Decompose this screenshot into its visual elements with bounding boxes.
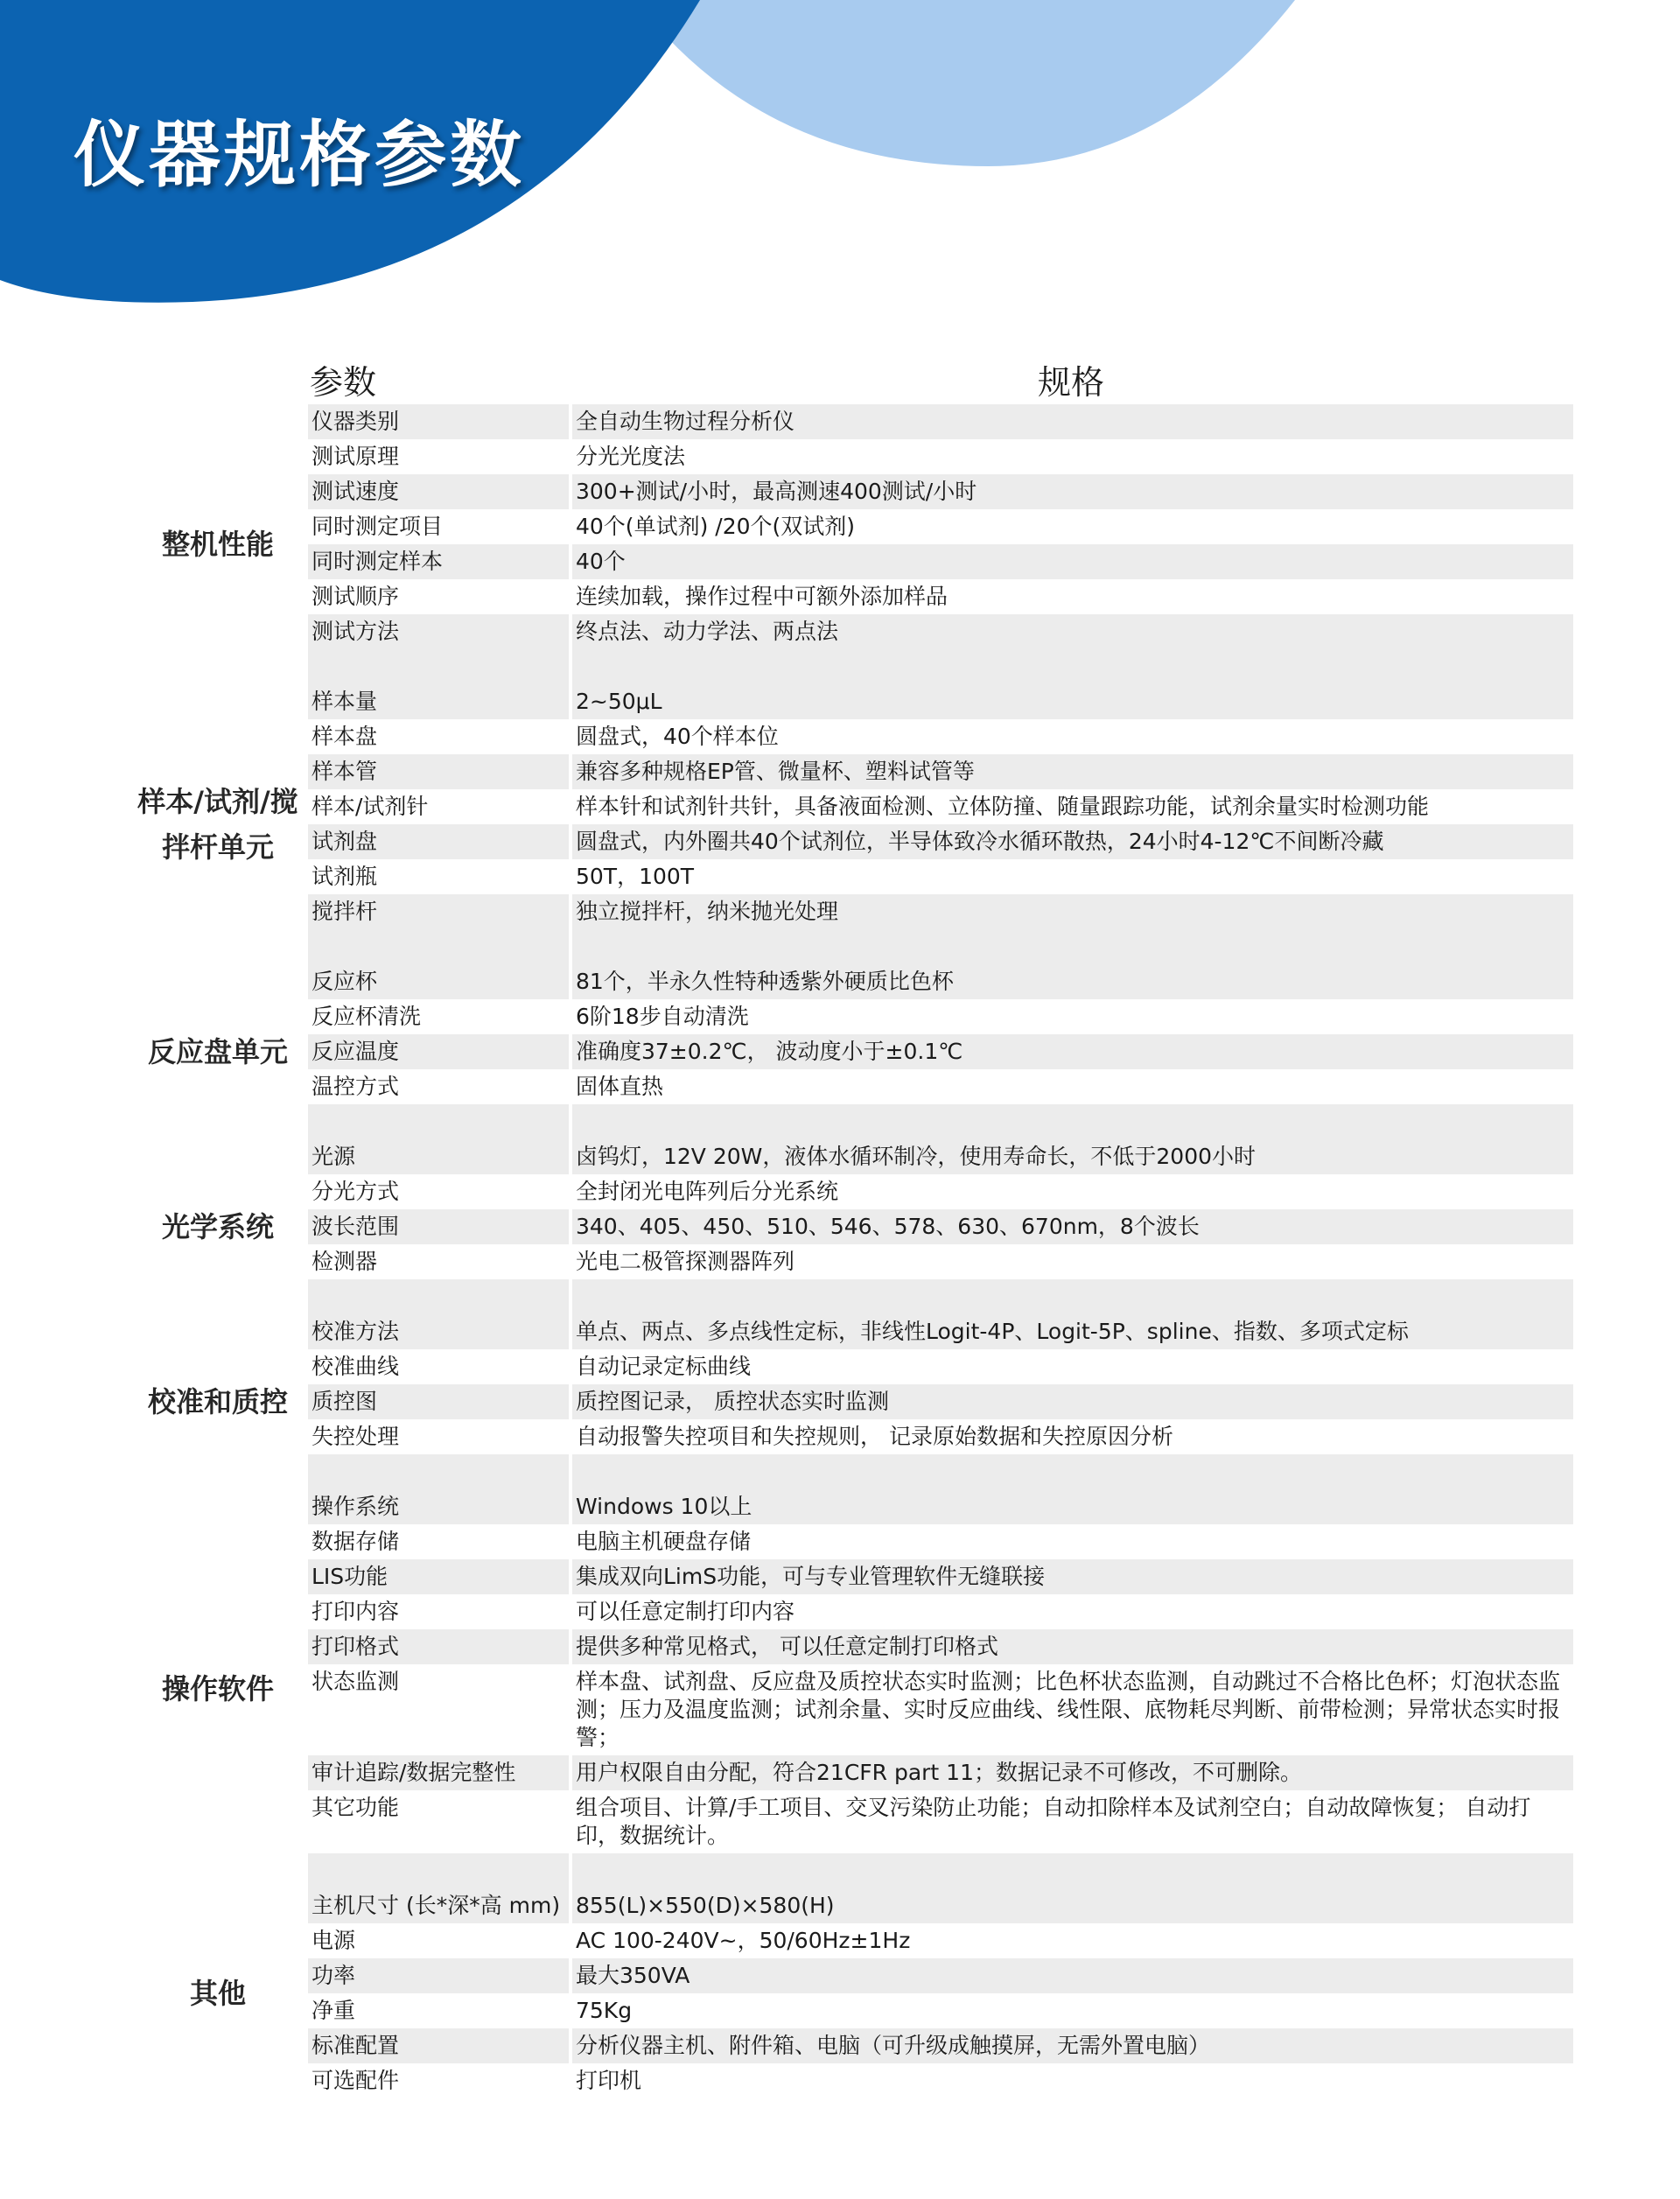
param-cell: 测试原理	[308, 439, 569, 474]
param-cell: 试剂瓶	[308, 859, 569, 894]
spec-group	[128, 404, 1573, 684]
param-cell: 数据存储	[308, 1524, 569, 1559]
param-cell: 同时测定样本	[308, 544, 569, 579]
table-row	[308, 1139, 1573, 1174]
param-cell: 打印格式	[308, 1629, 569, 1664]
table-row	[308, 1244, 1573, 1279]
separator-row	[308, 1104, 1573, 1139]
group-rows	[308, 404, 1573, 684]
param-cell: 测试顺序	[308, 579, 569, 614]
table-row	[308, 824, 1573, 859]
table-row	[308, 544, 1573, 579]
table-row	[308, 1209, 1573, 1244]
separator-cell	[572, 1104, 1573, 1139]
group-label: 操作软件	[161, 1672, 274, 1705]
group-label: 反应盘单元	[147, 1035, 288, 1068]
spec-cell: AC 100-240V~，50/60Hz±1Hz	[572, 1923, 1573, 1958]
spec-cell: 连续加载，操作过程中可额外添加样品	[572, 579, 1573, 614]
spec-group	[128, 684, 1573, 964]
header-spec: 规格	[1038, 363, 1105, 402]
separator-cell	[572, 929, 1573, 964]
table-row	[308, 1923, 1573, 1958]
param-cell: 反应温度	[308, 1034, 569, 1069]
param-cell: 波长范围	[308, 1209, 569, 1244]
table-row	[308, 1419, 1573, 1454]
spec-group	[128, 1489, 1573, 1888]
param-cell: 检测器	[308, 1244, 569, 1279]
spec-cell: 40个(单试剂) /20个(双试剂)	[572, 509, 1573, 544]
table-row	[308, 754, 1573, 789]
table-row	[308, 1790, 1573, 1853]
param-cell: 样本/试剂针	[308, 789, 569, 824]
spec-cell: 6阶18步自动清洗	[572, 999, 1573, 1034]
spec-cell: 300+测试/小时，最高测速400测试/小时	[572, 474, 1573, 509]
group-label: 校准和质控	[147, 1385, 288, 1418]
group-rows	[308, 1139, 1573, 1314]
param-cell: 状态监测	[308, 1664, 569, 1755]
table-row	[308, 614, 1573, 649]
param-cell: 样本量	[308, 684, 569, 719]
spec-cell: 兼容多种规格EP管、微量杯、塑料试管等	[572, 754, 1573, 789]
table-row	[308, 1489, 1573, 1524]
spec-cell: 自动记录定标曲线	[572, 1349, 1573, 1384]
table-row	[308, 1755, 1573, 1790]
table-row	[308, 719, 1573, 754]
spec-cell: 用户权限自由分配，符合21CFR part 11；数据记录不可修改，不可删除。	[572, 1755, 1573, 1790]
param-cell: 分光方式	[308, 1174, 569, 1209]
spec-cell: 集成双向LimS功能，可与专业管理软件无缝联接	[572, 1559, 1573, 1594]
group-label: 样本/试剂/搅拌杆单元	[137, 785, 298, 864]
spec-cell: 全自动生物过程分析仪	[572, 404, 1573, 439]
table-row	[308, 1993, 1573, 2028]
spec-group	[128, 964, 1573, 1139]
separator-cell	[308, 1279, 569, 1314]
spec-cell: 独立搅拌杆，纳米抛光处理	[572, 894, 1573, 929]
spec-cell: 圆盘式，40个样本位	[572, 719, 1573, 754]
group-label: 光学系统	[161, 1210, 274, 1243]
table-row	[308, 509, 1573, 544]
table-row	[308, 1594, 1573, 1629]
group-rows	[308, 684, 1573, 964]
spec-cell: 全封闭光电阵列后分光系统	[572, 1174, 1573, 1209]
param-cell: 反应杯	[308, 964, 569, 999]
table-row	[308, 579, 1573, 614]
table-row	[308, 1034, 1573, 1069]
param-cell: 失控处理	[308, 1419, 569, 1454]
group-rows	[308, 1489, 1573, 1888]
table-row	[308, 2063, 1573, 2098]
spec-group	[128, 1139, 1573, 1314]
spec-table	[128, 350, 1573, 2098]
param-cell: 其它功能	[308, 1790, 569, 1853]
spec-cell: 终点法、动力学法、两点法	[572, 614, 1573, 649]
table-header	[128, 350, 1573, 404]
spec-cell: 圆盘式，内外圈共40个试剂位，半导体致冷水循环散热，24小时4-12℃不间断冷藏	[572, 824, 1573, 859]
param-cell: LIS功能	[308, 1559, 569, 1594]
table-row	[308, 1524, 1573, 1559]
spec-cell: 40个	[572, 544, 1573, 579]
table-row	[308, 684, 1573, 719]
param-cell: 同时测定项目	[308, 509, 569, 544]
param-cell: 净重	[308, 1993, 569, 2028]
table-row	[308, 789, 1573, 824]
separator-cell	[308, 1454, 569, 1489]
spec-cell: 准确度37±0.2℃， 波动度小于±0.1℃	[572, 1034, 1573, 1069]
table-row	[308, 894, 1573, 929]
param-cell: 功率	[308, 1958, 569, 1993]
table-row	[308, 1559, 1573, 1594]
param-cell: 审计追踪/数据完整性	[308, 1755, 569, 1790]
param-cell: 电源	[308, 1923, 569, 1958]
table-row	[308, 1349, 1573, 1384]
param-cell: 打印内容	[308, 1594, 569, 1629]
separator-row	[308, 649, 1573, 684]
param-cell: 测试方法	[308, 614, 569, 649]
spec-groups	[128, 404, 1573, 2098]
spec-cell: 分析仪器主机、附件箱、电脑（可升级成触摸屏，无需外置电脑）	[572, 2028, 1573, 2063]
spec-cell: 卤钨灯，12V 20W，液体水循环制冷，使用寿命长，不低于2000小时	[572, 1139, 1573, 1174]
param-cell: 温控方式	[308, 1069, 569, 1104]
group-label: 整机性能	[161, 528, 274, 561]
table-row	[308, 2028, 1573, 2063]
spec-cell: 单点、两点、多点线性定标，非线性Logit-4P、Logit-5P、spline、指数、多项式定标	[572, 1314, 1573, 1349]
separator-row	[308, 1853, 1573, 1888]
param-cell: 反应杯清洗	[308, 999, 569, 1034]
group-label: 其他	[189, 1977, 246, 2010]
separator-cell	[572, 1454, 1573, 1489]
spec-cell: 组合项目、计算/手工项目、交叉污染防止功能；自动扣除样本及试剂空白；自动故障恢复； 自动打印，数据统计。	[572, 1790, 1573, 1853]
separator-row	[308, 929, 1573, 964]
spec-cell: 可以任意定制打印内容	[572, 1594, 1573, 1629]
spec-cell: 质控图记录， 质控状态实时监测	[572, 1384, 1573, 1419]
group-rows	[308, 964, 1573, 1139]
separator-cell	[572, 1279, 1573, 1314]
param-cell: 校准方法	[308, 1314, 569, 1349]
separator-cell	[308, 649, 569, 684]
table-row	[308, 1174, 1573, 1209]
table-row	[308, 859, 1573, 894]
table-row	[308, 1069, 1573, 1104]
spec-cell: 最大350VA	[572, 1958, 1573, 1993]
separator-row	[308, 1279, 1573, 1314]
table-row	[308, 1664, 1573, 1755]
group-rows	[308, 1888, 1573, 2098]
spec-cell: Windows 10以上	[572, 1489, 1573, 1524]
spec-group	[128, 1314, 1573, 1489]
separator-cell	[308, 1104, 569, 1139]
table-row	[308, 1314, 1573, 1349]
table-row	[308, 999, 1573, 1034]
spec-cell: 打印机	[572, 2063, 1573, 2098]
param-cell: 光源	[308, 1139, 569, 1174]
separator-cell	[572, 1853, 1573, 1888]
table-row	[308, 1888, 1573, 1923]
table-row	[308, 1384, 1573, 1419]
separator-row	[308, 1454, 1573, 1489]
spec-cell: 样本针和试剂针共针，具备液面检测、立体防撞、随量跟踪功能，试剂余量实时检测功能	[572, 789, 1573, 824]
spec-cell: 样本盘、试剂盘、反应盘及质控状态实时监测；比色杯状态监测，自动跳过不合格比色杯；灯泡状态监测；压力及温度监测；试剂余量、实时反应曲线、线性限、底物耗尽判断、前带检测；异常状态实时报警；	[572, 1664, 1573, 1755]
spec-cell: 2~50μL	[572, 684, 1573, 719]
spec-cell: 75Kg	[572, 1993, 1573, 2028]
spec-cell: 固体直热	[572, 1069, 1573, 1104]
param-cell: 测试速度	[308, 474, 569, 509]
param-cell: 样本管	[308, 754, 569, 789]
param-cell: 校准曲线	[308, 1349, 569, 1384]
param-cell: 试剂盘	[308, 824, 569, 859]
spec-group	[128, 1888, 1573, 2098]
header-param: 参数	[310, 363, 377, 402]
spec-cell: 分光光度法	[572, 439, 1573, 474]
param-cell: 样本盘	[308, 719, 569, 754]
spec-cell: 81个，半永久性特种透紫外硬质比色杯	[572, 964, 1573, 999]
param-cell: 仪器类别	[308, 404, 569, 439]
spec-cell: 自动报警失控项目和失控规则， 记录原始数据和失控原因分析	[572, 1419, 1573, 1454]
light-blue-arc	[665, 0, 1295, 166]
spec-cell: 855(L)×550(D)×580(H)	[572, 1888, 1573, 1923]
table-row	[308, 1629, 1573, 1664]
table-row	[308, 474, 1573, 509]
table-row	[308, 439, 1573, 474]
table-row	[308, 964, 1573, 999]
table-row	[308, 404, 1573, 439]
spec-cell: 340、405、450、510、546、578、630、670nm，8个波长	[572, 1209, 1573, 1244]
param-cell: 质控图	[308, 1384, 569, 1419]
separator-cell	[308, 1853, 569, 1888]
spec-cell: 50T，100T	[572, 859, 1573, 894]
separator-cell	[572, 649, 1573, 684]
spec-cell: 电脑主机硬盘存储	[572, 1524, 1573, 1559]
spec-cell: 提供多种常见格式， 可以任意定制打印格式	[572, 1629, 1573, 1664]
param-cell: 搅拌杆	[308, 894, 569, 929]
separator-cell	[308, 929, 569, 964]
table-row	[308, 1958, 1573, 1993]
param-cell: 可选配件	[308, 2063, 569, 2098]
spec-cell: 光电二极管探测器阵列	[572, 1244, 1573, 1279]
group-rows	[308, 1314, 1573, 1489]
param-cell: 操作系统	[308, 1489, 569, 1524]
param-cell: 主机尺寸 (长*深*高 mm)	[308, 1888, 569, 1923]
page-title: 仪器规格参数	[74, 114, 526, 197]
param-cell: 标准配置	[308, 2028, 569, 2063]
